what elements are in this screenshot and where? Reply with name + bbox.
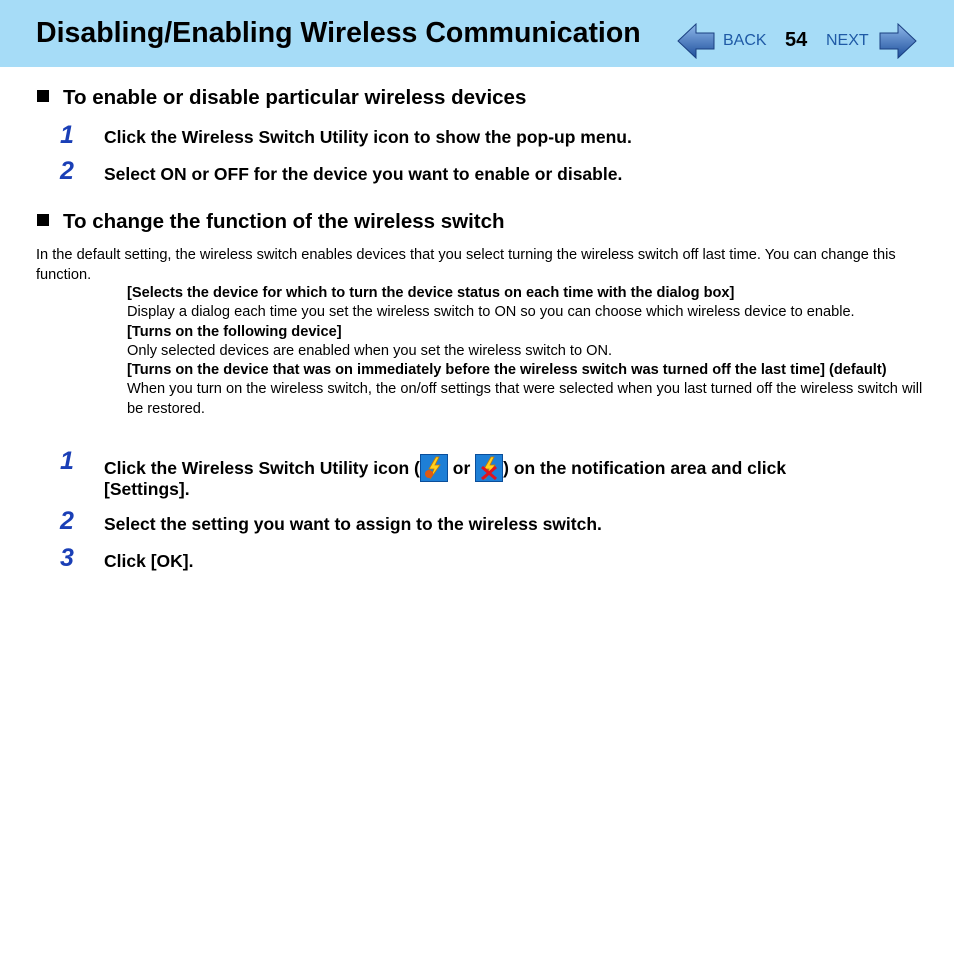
- options-list: [127, 284, 927, 419]
- intro-paragraph: In the default setting, the wireless switch enables devices that you select turning the wireless switch off last time. You can change this function.: [36, 247, 896, 283]
- back-arrow-icon[interactable]: [676, 23, 716, 59]
- step-number: 1: [60, 121, 74, 149]
- option-title: [Turns on the following device]: [127, 323, 342, 340]
- step-number: 2: [60, 507, 74, 535]
- header-bar: [0, 0, 954, 67]
- section-heading-enable-disable: To enable or disable particular wireless devices: [37, 86, 526, 110]
- wireless-utility-on-icon: [420, 454, 448, 482]
- step-number: 2: [60, 157, 74, 185]
- page-number: 54: [785, 29, 808, 51]
- step-text: Click [OK].: [104, 551, 194, 571]
- square-bullet-icon: [37, 214, 49, 226]
- option-description: When you turn on the wireless switch, the on/off settings that were selected when you last turned off the wireless switch will be restored.: [127, 381, 923, 417]
- step-text-continued: [Settings].: [104, 479, 190, 499]
- step-text: Select ON or OFF for the device you want to enable or disable.: [104, 164, 623, 184]
- step-text: Click the Wireless Switch Utility icon ( or ) on the notification area and click: [104, 454, 786, 482]
- option-description: Only selected devices are enabled when you set the wireless switch to ON.: [127, 342, 613, 359]
- back-link[interactable]: BACK: [723, 32, 767, 49]
- step-text: Select the setting you want to assign to the wireless switch.: [104, 514, 602, 534]
- option-description: Display a dialog each time you set the wireless switch to ON so you can choose which wireless device to enable.: [127, 304, 855, 321]
- option-title: [Turns on the device that was on immediately before the wireless switch was turned off the last time] (default): [127, 362, 887, 379]
- square-bullet-icon: [37, 90, 49, 102]
- page-title: Disabling/Enabling Wireless Communication: [36, 17, 641, 49]
- next-link[interactable]: NEXT: [826, 32, 869, 49]
- step-number: 1: [60, 447, 74, 475]
- next-arrow-icon[interactable]: [878, 23, 918, 59]
- option-title: [Selects the device for which to turn the device status on each time with the dialog box]: [127, 285, 735, 301]
- wireless-utility-off-icon: [475, 454, 503, 482]
- step-text: Click the Wireless Switch Utility icon to show the pop-up menu.: [104, 127, 632, 147]
- step-number: 3: [60, 544, 74, 572]
- section-heading-change-function: To change the function of the wireless switch: [37, 210, 505, 234]
